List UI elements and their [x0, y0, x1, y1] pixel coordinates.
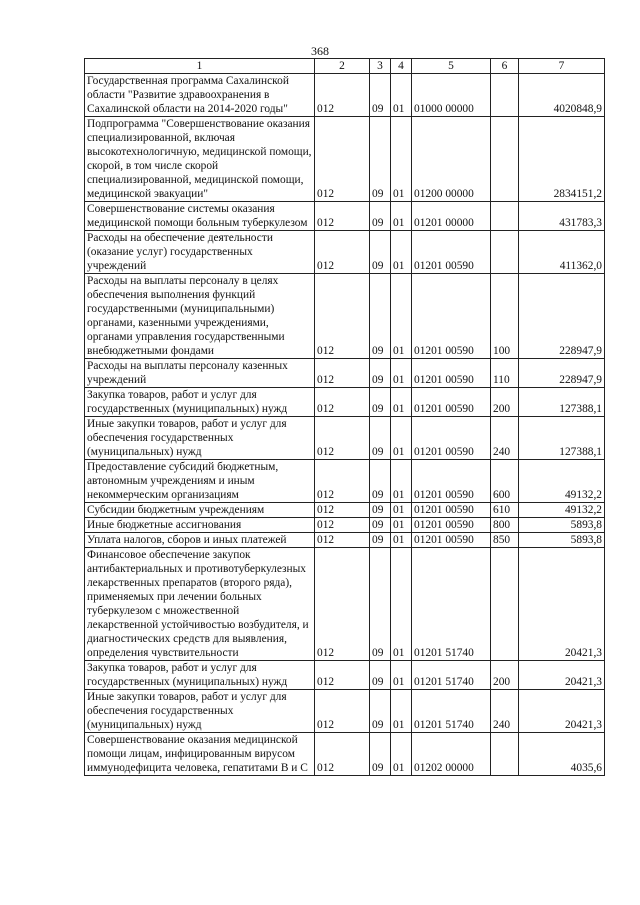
ministry-code-cell: 012: [315, 202, 370, 231]
expense-type-cell: [491, 117, 519, 202]
subsection-code-cell: 01: [391, 117, 412, 202]
expense-type-cell: [491, 202, 519, 231]
target-article-cell: 01201 00590: [412, 503, 491, 518]
target-article-cell: 01201 00590: [412, 359, 491, 388]
amount-cell: 228947,9: [519, 274, 605, 359]
subsection-code-cell: 01: [391, 548, 412, 661]
amount-cell: 411362,0: [519, 231, 605, 274]
target-article-cell: 01201 51740: [412, 548, 491, 661]
expense-type-cell: 610: [491, 503, 519, 518]
table-row: [85, 503, 605, 518]
table-row: [85, 661, 605, 690]
section-code-cell: 09: [370, 417, 391, 460]
table-row: [85, 231, 605, 274]
expense-type-cell: 110: [491, 359, 519, 388]
ministry-code-cell: 012: [315, 503, 370, 518]
section-code-cell: 09: [370, 533, 391, 548]
item-name-cell: Подпрограмма "Совершенствование оказания специализированной, включая высокотехнологичную, медицинской помощи, скорой, в том числе скорой специализированной, медицинской помощи, медицинской эвакуации": [85, 117, 315, 202]
expense-type-cell: [491, 231, 519, 274]
section-code-cell: 09: [370, 661, 391, 690]
expense-type-cell: 240: [491, 690, 519, 733]
ministry-code-cell: 012: [315, 417, 370, 460]
amount-cell: 5893,8: [519, 533, 605, 548]
item-name-cell: Закупка товаров, работ и услуг для государственных (муниципальных) нужд: [85, 661, 315, 690]
table-row: [85, 359, 605, 388]
budget-table: [84, 58, 605, 776]
section-code-cell: 09: [370, 548, 391, 661]
subsection-code-cell: 01: [391, 503, 412, 518]
target-article-cell: 01201 51740: [412, 661, 491, 690]
item-name-cell: Расходы на выплаты персоналу в целях обеспечения выполнения функций государственными (муниципальными) органами, казенными учреждениями, органами управления государственными внебюджетными фондами: [85, 274, 315, 359]
ministry-code-cell: 012: [315, 388, 370, 417]
section-code-cell: 09: [370, 231, 391, 274]
target-article-cell: 01201 51740: [412, 690, 491, 733]
column-header: 3: [370, 59, 391, 74]
target-article-cell: 01201 00000: [412, 202, 491, 231]
table-row: [85, 417, 605, 460]
item-name-cell: Иные закупки товаров, работ и услуг для обеспечения государственных (муниципальных) нужд: [85, 690, 315, 733]
column-header: 5: [412, 59, 491, 74]
target-article-cell: 01201 00590: [412, 533, 491, 548]
amount-cell: 20421,3: [519, 661, 605, 690]
expense-type-cell: 200: [491, 661, 519, 690]
expense-type-cell: 200: [491, 388, 519, 417]
target-article-cell: 01201 00590: [412, 417, 491, 460]
target-article-cell: 01201 00590: [412, 231, 491, 274]
item-name-cell: Совершенствование оказания медицинской помощи лицам, инфицированным вирусом иммунодефицита человека, гепатитами В и С: [85, 733, 315, 776]
amount-cell: 20421,3: [519, 690, 605, 733]
ministry-code-cell: 012: [315, 231, 370, 274]
target-article-cell: 01201 00590: [412, 274, 491, 359]
target-article-cell: 01000 00000: [412, 74, 491, 117]
table-row: [85, 388, 605, 417]
table-row: [85, 733, 605, 776]
header-row: [85, 59, 605, 74]
table-row: [85, 690, 605, 733]
subsection-code-cell: 01: [391, 661, 412, 690]
subsection-code-cell: 01: [391, 690, 412, 733]
section-code-cell: 09: [370, 388, 391, 417]
expense-type-cell: 240: [491, 417, 519, 460]
section-code-cell: 09: [370, 359, 391, 388]
expense-type-cell: 100: [491, 274, 519, 359]
amount-cell: 4020848,9: [519, 74, 605, 117]
subsection-code-cell: 01: [391, 202, 412, 231]
amount-cell: 20421,3: [519, 548, 605, 661]
expense-type-cell: [491, 548, 519, 661]
item-name-cell: Государственная программа Сахалинской области "Развитие здравоохранения в Сахалинской области на 2014-2020 годы": [85, 74, 315, 117]
amount-cell: 49132,2: [519, 503, 605, 518]
amount-cell: 2834151,2: [519, 117, 605, 202]
column-header: 7: [519, 59, 605, 74]
ministry-code-cell: 012: [315, 661, 370, 690]
expense-type-cell: [491, 74, 519, 117]
page-number: 368: [311, 44, 329, 58]
amount-cell: 127388,1: [519, 388, 605, 417]
subsection-code-cell: 01: [391, 231, 412, 274]
section-code-cell: 09: [370, 117, 391, 202]
subsection-code-cell: 01: [391, 359, 412, 388]
table-row: [85, 274, 605, 359]
table-row: [85, 518, 605, 533]
subsection-code-cell: 01: [391, 460, 412, 503]
item-name-cell: Иные бюджетные ассигнования: [85, 518, 315, 533]
table-body: [85, 74, 605, 776]
item-name-cell: Уплата налогов, сборов и иных платежей: [85, 533, 315, 548]
item-name-cell: Предоставление субсидий бюджетным, автономным учреждениям и иным некоммерческим организациям: [85, 460, 315, 503]
table-row: [85, 74, 605, 117]
ministry-code-cell: 012: [315, 274, 370, 359]
section-code-cell: 09: [370, 690, 391, 733]
ministry-code-cell: 012: [315, 518, 370, 533]
ministry-code-cell: 012: [315, 359, 370, 388]
ministry-code-cell: 012: [315, 117, 370, 202]
table-row: [85, 548, 605, 661]
subsection-code-cell: 01: [391, 533, 412, 548]
item-name-cell: Расходы на обеспечение деятельности (оказание услуг) государственных учреждений: [85, 231, 315, 274]
item-name-cell: Иные закупки товаров, работ и услуг для обеспечения государственных (муниципальных) нужд: [85, 417, 315, 460]
ministry-code-cell: 012: [315, 733, 370, 776]
amount-cell: 49132,2: [519, 460, 605, 503]
table-row: [85, 533, 605, 548]
subsection-code-cell: 01: [391, 74, 412, 117]
target-article-cell: 01201 00590: [412, 518, 491, 533]
expense-type-cell: 850: [491, 533, 519, 548]
subsection-code-cell: 01: [391, 388, 412, 417]
target-article-cell: 01201 00590: [412, 460, 491, 503]
subsection-code-cell: 01: [391, 274, 412, 359]
amount-cell: 5893,8: [519, 518, 605, 533]
table-row: [85, 117, 605, 202]
column-header: 4: [391, 59, 412, 74]
section-code-cell: 09: [370, 274, 391, 359]
amount-cell: 4035,6: [519, 733, 605, 776]
column-header: 2: [315, 59, 370, 74]
column-header: 6: [491, 59, 519, 74]
ministry-code-cell: 012: [315, 548, 370, 661]
amount-cell: 127388,1: [519, 417, 605, 460]
amount-cell: 431783,3: [519, 202, 605, 231]
section-code-cell: 09: [370, 503, 391, 518]
expense-type-cell: 800: [491, 518, 519, 533]
ministry-code-cell: 012: [315, 533, 370, 548]
table-row: [85, 202, 605, 231]
section-code-cell: 09: [370, 74, 391, 117]
section-code-cell: 09: [370, 733, 391, 776]
item-name-cell: Закупка товаров, работ и услуг для государственных (муниципальных) нужд: [85, 388, 315, 417]
item-name-cell: Расходы на выплаты персоналу казенных учреждений: [85, 359, 315, 388]
subsection-code-cell: 01: [391, 518, 412, 533]
target-article-cell: 01200 00000: [412, 117, 491, 202]
section-code-cell: 09: [370, 518, 391, 533]
expense-type-cell: [491, 733, 519, 776]
expense-type-cell: 600: [491, 460, 519, 503]
item-name-cell: Финансовое обеспечение закупок антибактериальных и противотуберкулезных лекарственных препаратов (второго ряда), применяемых при лечении больных туберкулезом с множественной лекарственной устойчивостью возбудителя, и диагностических средств для выявления, определения чувствительности: [85, 548, 315, 661]
target-article-cell: 01202 00000: [412, 733, 491, 776]
section-code-cell: 09: [370, 202, 391, 231]
ministry-code-cell: 012: [315, 74, 370, 117]
table-row: [85, 460, 605, 503]
subsection-code-cell: 01: [391, 733, 412, 776]
amount-cell: 228947,9: [519, 359, 605, 388]
item-name-cell: Совершенствование системы оказания медицинской помощи больным туберкулезом: [85, 202, 315, 231]
section-code-cell: 09: [370, 460, 391, 503]
ministry-code-cell: 012: [315, 690, 370, 733]
target-article-cell: 01201 00590: [412, 388, 491, 417]
item-name-cell: Субсидии бюджетным учреждениям: [85, 503, 315, 518]
column-header: 1: [85, 59, 315, 74]
ministry-code-cell: 012: [315, 460, 370, 503]
subsection-code-cell: 01: [391, 417, 412, 460]
